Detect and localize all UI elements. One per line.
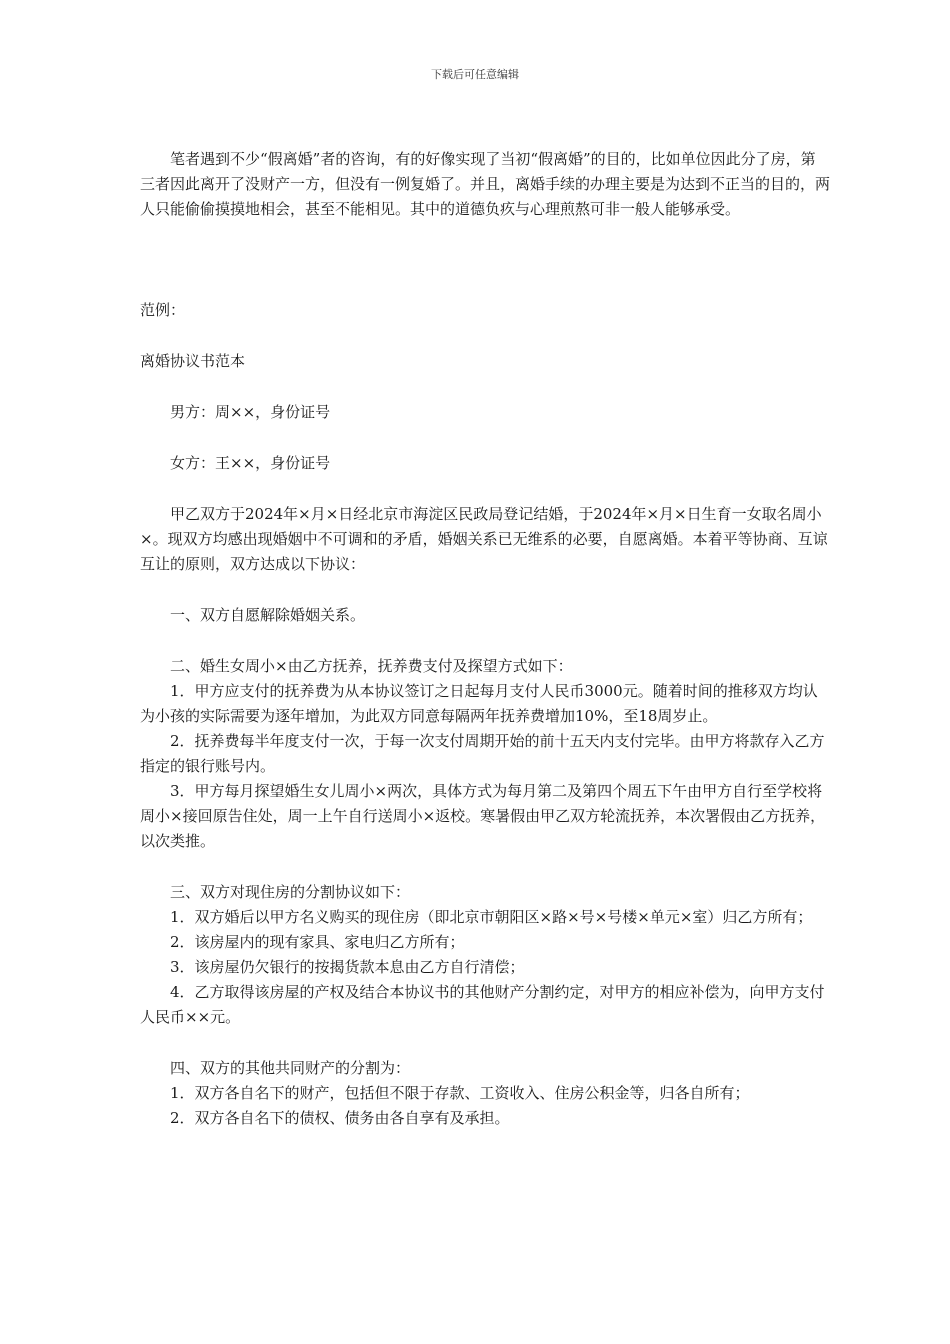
preamble-paragraph: 甲乙双方于2024年×月×日经北京市海淀区民政局登记结婚，于2024年×月×日生育一女取名周小×。现双方均感出现婚姻中不可调和的矛盾，婚姻关系已无维系的必要，自愿离婚。本着平等协商、互谅互让的原则，双方达成以下协议：: [140, 505, 828, 573]
section-1: 一、双方自愿解除婚姻关系。: [170, 606, 366, 624]
intro-paragraph: 笔者遇到不少“假离婚”者的咨询，有的好像实现了当初“假离婚”的目的，比如单位因此分了房，第三者因此离开了没财产一方，但没有一例复婚了。并且，离婚手续的办理主要是为达到不正当的目的，两人只能偷偷摸摸地相会，甚至不能相见。其中的道德负疚与心理煎熬可非一般人能够承受。: [140, 150, 831, 218]
section-4-heading: 四、双方的其他共同财产的分割为：: [170, 1059, 411, 1077]
section-3-item: 3．该房屋仍欠银行的按揭货款本息由乙方自行清偿；: [170, 958, 525, 976]
section-3-item: 2．该房屋内的现有家具、家电归乙方所有；: [170, 933, 465, 951]
section-2-item: 2．抚养费每半年度支付一次，于每一次支付周期开始的前十五天内支付完毕。由甲方将款存入乙方指定的银行账号内。: [140, 732, 825, 775]
section-4-item: 2．双方各自名下的债权、债务由各自享有及承担。: [170, 1109, 510, 1127]
section-3-item: 1．双方婚后以甲方名义购买的现住房（即北京市朝阳区×路×号×号楼×单元×室）归乙方所有；: [170, 908, 813, 926]
document-body: [140, 147, 830, 1131]
male-party: 男方：周××，身份证号: [170, 403, 331, 421]
section-2-heading: 二、婚生女周小×由乙方抚养，抚养费支付及探望方式如下：: [170, 657, 573, 675]
female-party: 女方：王××，身份证号: [170, 454, 331, 472]
page-header: 下载后可任意编辑: [431, 68, 519, 81]
section-3-heading: 三、双方对现住房的分割协议如下：: [170, 883, 411, 901]
section-2-item: 3．甲方每月探望婚生女儿周小×两次，具体方式为每月第二及第四个周五下午由甲方自行至学校将周小×接回原告住处，周一上午自行送周小×返校。寒暑假由甲乙双方轮流抚养，本次署假由乙方抚养，以次类推。: [140, 782, 826, 850]
example-label: 范例：: [140, 301, 186, 319]
agreement-title: 离婚协议书范本: [140, 352, 246, 370]
section-2-item: 1．甲方应支付的抚养费为从本协议签订之日起每月支付人民币3000元。随着时间的推移双方均认为小孩的实际需要为逐年增加，为此双方同意每隔两年抚养费增加10%，至18周岁止。: [140, 682, 818, 725]
section-4-item: 1．双方各自名下的财产，包括但不限于存款、工资收入、住房公积金等，归各自所有；: [170, 1084, 750, 1102]
section-3-item: 4．乙方取得该房屋的产权及结合本协议书的其他财产分割约定，对甲方的相应补偿为，向甲方支付人民币××元。: [140, 983, 825, 1026]
